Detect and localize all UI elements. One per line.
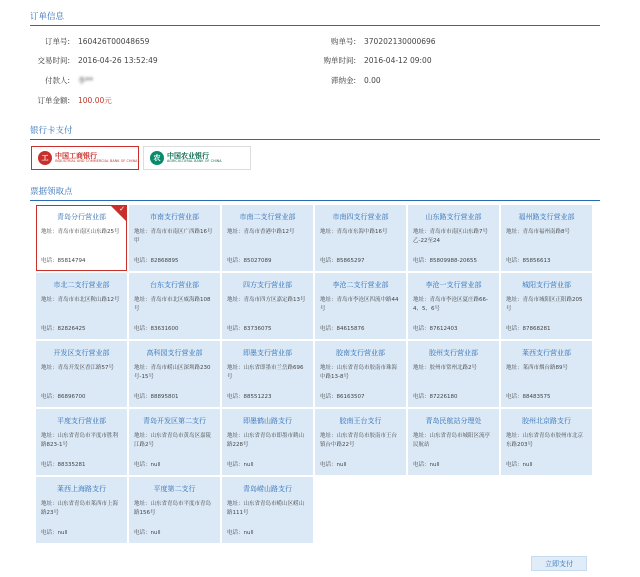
pickup-point-address xyxy=(320,296,401,325)
phone-value: 86896700 xyxy=(57,394,86,400)
address-value: 山东省青岛市胶州市北京东路203号 xyxy=(506,433,584,448)
phone-value: null xyxy=(57,530,68,536)
pickup-point-card[interactable] xyxy=(36,341,127,407)
pickup-point-phone xyxy=(320,325,401,334)
phone-value: null xyxy=(336,462,347,468)
pickup-point-card[interactable] xyxy=(408,205,499,271)
pickup-point-card[interactable] xyxy=(36,273,127,339)
pickup-point-phone xyxy=(227,529,308,538)
address-value: 青岛市福州南路8号 xyxy=(522,229,571,235)
pickup-point-phone xyxy=(134,529,215,538)
pickup-point-phone xyxy=(41,529,122,538)
abc-bank-button[interactable] xyxy=(143,146,251,170)
address-value: 山东省青岛市莱西市上海路23号 xyxy=(41,501,119,516)
late-fee-value: 0.00 xyxy=(364,76,381,85)
pickup-point-phone xyxy=(413,257,494,266)
pickup-section-title: 票据领取点 xyxy=(30,185,600,201)
address-label: 地址： xyxy=(134,229,151,235)
purchase-time-label: 购单时间: xyxy=(323,56,356,65)
address-label: 地址： xyxy=(320,229,337,235)
abc-name-en: AGRICULTURAL BANK OF CHINA xyxy=(167,158,222,163)
address-value: 青岛市市北区鞍山路12号 xyxy=(57,297,120,303)
pickup-point-name: 平度支行营业部 xyxy=(57,417,106,425)
address-label: 地址： xyxy=(134,365,151,371)
address-label: 地址： xyxy=(506,365,523,371)
pickup-point-address xyxy=(41,432,122,461)
address-value: 青岛市市南区广西路16号甲 xyxy=(134,229,213,244)
phone-label: 电话： xyxy=(227,530,244,536)
pickup-point-name: 胶南支行营业部 xyxy=(336,349,385,357)
address-label: 地址： xyxy=(320,433,337,439)
pickup-point-phone xyxy=(506,393,587,402)
trade-time-label: 交易时间: xyxy=(37,56,70,65)
pickup-point-card[interactable] xyxy=(315,341,406,407)
phone-value: null xyxy=(243,530,254,536)
phone-value: null xyxy=(243,462,254,468)
pickup-point-phone xyxy=(134,325,215,334)
payer-value: 李** xyxy=(78,76,93,85)
address-label: 地址： xyxy=(413,365,430,371)
pickup-point-name: 李沧二支行营业部 xyxy=(332,281,389,289)
pickup-point-card[interactable] xyxy=(222,477,313,543)
phone-label: 电话： xyxy=(134,394,151,400)
address-label: 地址： xyxy=(134,297,151,303)
pickup-point-address xyxy=(320,432,401,461)
abc-name-cn: 中国农业银行 xyxy=(167,151,209,160)
amount-value: 100.00元 xyxy=(78,96,112,105)
pickup-point-name: 市南支行营业部 xyxy=(150,213,199,221)
phone-label: 电话： xyxy=(227,394,244,400)
phone-label: 电话： xyxy=(413,394,430,400)
address-label: 地址： xyxy=(227,501,244,507)
phone-value: 87868281 xyxy=(522,326,551,332)
address-value: 山东省青岛市崂山区崂山路111号 xyxy=(227,501,305,516)
pickup-point-phone xyxy=(41,325,122,334)
phone-label: 电话： xyxy=(227,258,244,264)
pickup-point-phone xyxy=(41,461,122,470)
pickup-point-phone xyxy=(320,257,401,266)
pickup-point-phone xyxy=(413,393,494,402)
pickup-point-address xyxy=(134,228,215,257)
address-value: 胶州市常州北路2号 xyxy=(429,365,478,371)
phone-label: 电话： xyxy=(41,258,58,264)
phone-label: 电话： xyxy=(413,258,430,264)
phone-label: 电话： xyxy=(320,462,337,468)
phone-value: 82868895 xyxy=(150,258,179,264)
pickup-point-name: 城阳支行营业部 xyxy=(522,281,571,289)
address-value: 青岛市市北区威海路108号 xyxy=(134,297,211,312)
address-label: 地址： xyxy=(320,297,337,303)
address-label: 地址： xyxy=(227,433,244,439)
payer-field xyxy=(36,75,93,86)
address-label: 地址： xyxy=(413,229,430,235)
address-label: 地址： xyxy=(134,433,151,439)
phone-label: 电话： xyxy=(320,326,337,332)
phone-value: 85809988-20655 xyxy=(429,258,477,264)
pickup-point-name: 平度第二支行 xyxy=(153,485,196,493)
address-value: 青岛市崂山区深圳路230号-15号 xyxy=(134,365,211,380)
ticket-no-label: 购单号: xyxy=(330,37,356,46)
pickup-point-card[interactable] xyxy=(129,477,220,543)
pickup-point-address xyxy=(41,364,122,393)
pickup-point-name: 青岛崂山路支行 xyxy=(243,485,292,493)
pickup-point-phone xyxy=(227,461,308,470)
pickup-point-address xyxy=(227,364,308,393)
pickup-point-name: 开发区支行营业部 xyxy=(53,349,110,357)
address-label: 地址： xyxy=(413,433,430,439)
address-label: 地址： xyxy=(227,365,244,371)
phone-label: 电话： xyxy=(134,462,151,468)
late-fee-field xyxy=(318,75,381,86)
pickup-point-phone xyxy=(320,461,401,470)
pickup-point-address xyxy=(227,432,308,461)
address-label: 地址： xyxy=(134,501,151,507)
order-no-value: 160426T00048659 xyxy=(78,37,150,46)
address-label: 地址： xyxy=(320,365,337,371)
order-info-title: 订单信息 xyxy=(30,10,600,26)
phone-value: 87612403 xyxy=(429,326,458,332)
phone-value: 88483575 xyxy=(522,394,551,400)
address-value: 山东省青岛市城阳区流亭民航站 xyxy=(413,433,491,448)
pickup-point-phone xyxy=(227,325,308,334)
address-label: 地址： xyxy=(41,501,58,507)
phone-label: 电话： xyxy=(41,326,58,332)
pickup-point-address xyxy=(413,296,494,325)
address-label: 地址： xyxy=(41,433,58,439)
pickup-point-card[interactable] xyxy=(129,205,220,271)
pickup-point-name: 胶州支行营业部 xyxy=(429,349,478,357)
pay-now-button[interactable]: 立即支付 xyxy=(531,556,587,571)
order-no-label: 订单号: xyxy=(44,37,70,46)
pickup-point-card[interactable] xyxy=(222,409,313,475)
phone-value: null xyxy=(150,530,161,536)
phone-label: 电话： xyxy=(506,462,523,468)
phone-label: 电话： xyxy=(506,258,523,264)
address-value: 山东省即墨市兰岳路696号 xyxy=(227,365,304,380)
phone-value: 85856613 xyxy=(522,258,551,264)
pickup-point-name: 莱西上海路支行 xyxy=(57,485,106,493)
phone-label: 电话： xyxy=(134,530,151,536)
address-value: 山东省青岛市平度市青岛路156号 xyxy=(134,501,212,516)
pickup-point-card[interactable] xyxy=(501,409,592,475)
pickup-point-card[interactable] xyxy=(222,341,313,407)
phone-value: 82826425 xyxy=(57,326,86,332)
pickup-point-card[interactable] xyxy=(315,205,406,271)
pickup-point-address xyxy=(41,500,122,529)
phone-value: 85865297 xyxy=(336,258,365,264)
phone-value: 87226180 xyxy=(429,394,458,400)
pickup-point-name: 胶州北京路支行 xyxy=(522,417,571,425)
phone-value: null xyxy=(522,462,533,468)
phone-label: 电话： xyxy=(41,530,58,536)
phone-value: 85027089 xyxy=(243,258,272,264)
pickup-point-name: 青岛开发区第二支行 xyxy=(143,417,206,425)
pickup-point-address xyxy=(41,296,122,325)
phone-value: 83631600 xyxy=(150,326,179,332)
pickup-point-phone xyxy=(41,393,122,402)
phone-label: 电话： xyxy=(227,462,244,468)
icbc-name-en: INDUSTRIAL AND COMMERCIAL BANK OF CHINA xyxy=(55,158,138,163)
pickup-point-name: 高科园支行营业部 xyxy=(146,349,203,357)
pickup-point-phone xyxy=(41,257,122,266)
pickup-point-address xyxy=(506,296,587,325)
ticket-no-value: 370202130000696 xyxy=(364,37,436,46)
address-label: 地址： xyxy=(227,297,244,303)
pickup-point-card[interactable] xyxy=(408,341,499,407)
pickup-point-address xyxy=(506,228,587,257)
address-label: 地址： xyxy=(506,229,523,235)
pickup-point-address xyxy=(134,432,215,461)
address-value: 青岛市市南区山东路25号 xyxy=(57,229,120,235)
ticket-no-field xyxy=(318,36,436,47)
pickup-point-address xyxy=(320,228,401,257)
phone-value: 85814794 xyxy=(57,258,86,264)
pickup-point-card[interactable] xyxy=(315,273,406,339)
address-value: 青岛市四方区嘉定路13号 xyxy=(243,297,306,303)
trade-time-value: 2016-04-26 13:52:49 xyxy=(78,56,158,65)
phone-label: 电话： xyxy=(134,258,151,264)
pickup-point-card[interactable] xyxy=(36,205,127,271)
address-label: 地址： xyxy=(41,297,58,303)
pickup-point-name: 市北二支行营业部 xyxy=(53,281,110,289)
pickup-point-card[interactable] xyxy=(222,205,313,271)
pickup-point-card[interactable] xyxy=(501,341,592,407)
pickup-point-card[interactable] xyxy=(408,409,499,475)
address-label: 地址： xyxy=(506,297,523,303)
late-fee-label: 滞纳金: xyxy=(330,76,356,85)
pickup-point-address xyxy=(134,296,215,325)
pickup-point-card[interactable] xyxy=(129,341,220,407)
pickup-point-card[interactable] xyxy=(222,273,313,339)
trade-time-field xyxy=(30,55,158,66)
pickup-point-phone xyxy=(134,393,215,402)
phone-value: null xyxy=(150,462,161,468)
pickup-point-phone xyxy=(506,325,587,334)
phone-label: 电话： xyxy=(134,326,151,332)
phone-label: 电话： xyxy=(413,462,430,468)
pickup-point-name: 青岛民航站分理处 xyxy=(425,417,482,425)
pickup-point-name: 莱西支行营业部 xyxy=(522,349,571,357)
pickup-point-name: 山东路支行营业部 xyxy=(425,213,482,221)
pickup-point-name: 市南二支行营业部 xyxy=(239,213,296,221)
address-value: 山东省青岛市黄岛区嘉陵江路2号 xyxy=(134,433,212,448)
icbc-logo-icon: 工 xyxy=(38,151,52,165)
pickup-point-address xyxy=(413,228,494,257)
phone-label: 电话： xyxy=(41,462,58,468)
address-value: 青岛市市南区山东路7号乙-22至24 xyxy=(413,229,489,244)
pickup-point-name: 福州路支行营业部 xyxy=(518,213,575,221)
amount-label: 订单金额: xyxy=(37,96,70,105)
pickup-point-address xyxy=(413,364,494,393)
abc-bank-name xyxy=(167,153,222,164)
address-label: 地址： xyxy=(41,229,58,235)
pickup-point-card[interactable] xyxy=(408,273,499,339)
address-value: 莱西市烟台路89号 xyxy=(522,365,569,371)
address-value: 青岛市李沧区夏庄路66-4、5、6号 xyxy=(413,297,488,312)
abc-logo-icon: 农 xyxy=(150,151,164,165)
pickup-point-address xyxy=(506,364,587,393)
pickup-point-card[interactable] xyxy=(129,409,220,475)
pickup-point-card[interactable] xyxy=(315,409,406,475)
order-no-field xyxy=(36,36,149,47)
pickup-point-phone xyxy=(506,257,587,266)
phone-label: 电话： xyxy=(320,258,337,264)
pickup-point-phone xyxy=(134,461,215,470)
pickup-point-name: 四方支行营业部 xyxy=(243,281,292,289)
phone-value: 84615876 xyxy=(336,326,365,332)
pickup-point-phone xyxy=(227,393,308,402)
pickup-point-card[interactable] xyxy=(501,273,592,339)
address-label: 地址： xyxy=(506,433,523,439)
phone-value: 86163507 xyxy=(336,394,365,400)
address-value: 山东省青岛市即墨市鹤山路228号 xyxy=(227,433,305,448)
purchase-time-value: 2016-04-12 09:00 xyxy=(364,56,432,65)
address-value: 山东省青岛市平度市胜利路823-1号 xyxy=(41,433,119,448)
icbc-name-cn: 中国工商银行 xyxy=(55,151,97,160)
pickup-point-phone xyxy=(227,257,308,266)
bank-section-title: 银行卡支付 xyxy=(30,124,600,140)
pickup-point-phone xyxy=(413,461,494,470)
pickup-point-card[interactable] xyxy=(36,477,127,543)
pickup-point-phone xyxy=(413,325,494,334)
address-label: 地址： xyxy=(413,297,430,303)
amount-field xyxy=(30,95,112,106)
pickup-point-card[interactable] xyxy=(36,409,127,475)
address-value: 青岛市城阳区正阳路205号 xyxy=(506,297,583,312)
phone-label: 电话： xyxy=(227,326,244,332)
pickup-point-address xyxy=(506,432,587,461)
address-value: 青岛市东海中路16号 xyxy=(336,229,388,235)
phone-value: 88551223 xyxy=(243,394,272,400)
pickup-point-card[interactable] xyxy=(129,273,220,339)
icbc-bank-button[interactable] xyxy=(31,146,139,170)
pickup-point-phone xyxy=(506,461,587,470)
purchase-time-field xyxy=(310,55,432,66)
pickup-point-address xyxy=(227,228,308,257)
pickup-point-phone xyxy=(134,257,215,266)
phone-label: 电话： xyxy=(320,394,337,400)
pickup-point-name: 即墨支行营业部 xyxy=(243,349,292,357)
pickup-point-name: 李沧一支行营业部 xyxy=(425,281,482,289)
phone-value: 83736075 xyxy=(243,326,272,332)
pickup-point-address xyxy=(320,364,401,393)
phone-value: null xyxy=(429,462,440,468)
pickup-point-name: 胶南王台支行 xyxy=(339,417,382,425)
address-label: 地址： xyxy=(41,365,58,371)
pickup-point-address xyxy=(227,296,308,325)
pickup-point-name: 市南四支行营业部 xyxy=(332,213,389,221)
address-value: 山东省青岛市胶南市珠海中路13-8号 xyxy=(320,365,398,380)
address-label: 地址： xyxy=(227,229,244,235)
pickup-point-name: 即墨鹤山路支行 xyxy=(243,417,292,425)
phone-label: 电话： xyxy=(413,326,430,332)
icbc-bank-name xyxy=(55,153,138,164)
pickup-point-address xyxy=(227,500,308,529)
pickup-point-address xyxy=(413,432,494,461)
phone-value: 88895801 xyxy=(150,394,179,400)
address-value: 青岛市香港中路12号 xyxy=(243,229,295,235)
payer-label: 付款人: xyxy=(44,76,70,85)
checkmark-icon: ✓ xyxy=(119,205,125,213)
pickup-point-name: 青岛分行营业部 xyxy=(57,213,106,221)
pickup-point-address xyxy=(134,364,215,393)
pickup-point-phone xyxy=(320,393,401,402)
phone-label: 电话： xyxy=(506,326,523,332)
pickup-point-card[interactable] xyxy=(501,205,592,271)
phone-label: 电话： xyxy=(506,394,523,400)
pickup-point-name: 台东支行营业部 xyxy=(150,281,199,289)
phone-value: 88335281 xyxy=(57,462,86,468)
pickup-point-address xyxy=(134,500,215,529)
pickup-point-address xyxy=(41,228,122,257)
phone-label: 电话： xyxy=(41,394,58,400)
pickup-point-grid xyxy=(36,205,592,543)
address-value: 青岛开发区香江路57号 xyxy=(57,365,115,371)
address-value: 青岛市李沧区四流中路44号 xyxy=(320,297,399,312)
address-value: 山东省青岛市胶南市王台镇台中路22号 xyxy=(320,433,398,448)
